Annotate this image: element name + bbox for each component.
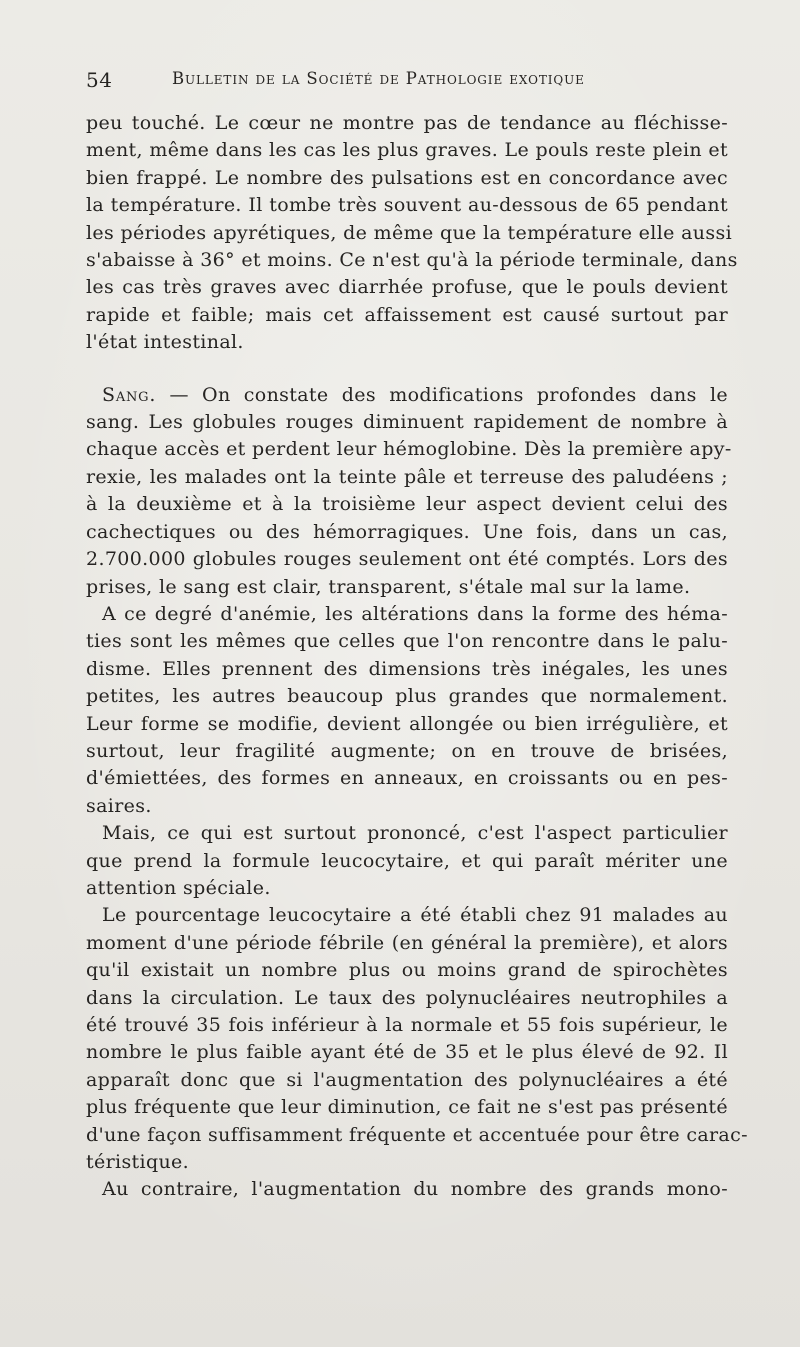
text-line bbox=[86, 382, 728, 409]
text-line: peu touché. Le cœur ne montre pas de tendance au fléchisse- bbox=[86, 112, 728, 134]
text-line: chaque accès et perdent leur hémoglobine. Dès la première apy- bbox=[86, 438, 732, 461]
text-line: attention spéciale. bbox=[86, 876, 271, 899]
text-line: bien frappé. Le nombre des pulsations est en concordance avec bbox=[86, 166, 728, 189]
text-line: rapide et faible; mais cet affaissement est causé surtout par bbox=[86, 303, 728, 326]
text-line: 2.700.000 globules rouges seulement ont été comptés. Lors des bbox=[86, 548, 728, 571]
paragraph-formule-leucocytaire bbox=[86, 820, 728, 902]
text-line: petites, les autres beaucoup plus grandes que normalement. bbox=[86, 685, 728, 708]
text-line: moment d'une période fébrile (en général la première), et alors bbox=[86, 931, 728, 954]
text-line: dans la circulation. Le taux des polynucléaires neutrophiles a bbox=[86, 986, 728, 1009]
text-line: Au contraire, l'augmentation du nombre des grands mono- bbox=[102, 1178, 728, 1201]
text-line: apparaît donc que si l'augmentation des polynucléaires a été bbox=[86, 1068, 728, 1091]
text-line: les périodes apyrétiques, de même que la température elle aussi bbox=[86, 221, 733, 244]
paragraph-hematies bbox=[86, 601, 728, 820]
text-line: d'émiettées, des formes en anneaux, en croissants ou en pes- bbox=[86, 767, 728, 790]
text-line: téristique. bbox=[86, 1151, 190, 1174]
text-line: disme. Elles prennent des dimensions très inégales, les unes bbox=[86, 657, 728, 680]
text-line: surtout, leur fragilité augmente; on en trouve de brisées, bbox=[86, 739, 728, 762]
text-line: Leur forme se modifie, devient allongée ou bien irrégulière, et bbox=[86, 712, 728, 735]
section-gap bbox=[86, 357, 728, 382]
text-line: Le pourcentage leucocytaire a été établi chez 91 malades au bbox=[102, 904, 728, 927]
text-line: prises, le sang est clair, transparent, s'étale mal sur la lame. bbox=[86, 575, 691, 598]
text-line: ment, même dans les cas les plus graves. Le pouls reste plein et bbox=[86, 139, 728, 162]
text-line: Mais, ce qui est surtout prononcé, c'est l'aspect particulier bbox=[102, 822, 728, 845]
running-title: Bulletin de la Société de Pathologie exotique bbox=[172, 69, 585, 88]
text-line: l'état intestinal. bbox=[86, 331, 244, 354]
text-line: été trouvé 35 fois inférieur à la normale et 55 fois supérieur, le bbox=[86, 1014, 728, 1036]
section-heading-sang: Sang. bbox=[102, 383, 157, 406]
paragraph-heart-pulse bbox=[86, 110, 738, 357]
body-text bbox=[86, 110, 748, 1204]
text-line: que prend la formule leucocytaire, et qui paraît mériter une bbox=[86, 849, 728, 872]
text-line: d'une façon suffisamment fréquente et accentuée pour être carac- bbox=[86, 1123, 748, 1146]
text-line: s'abaisse à 36° et moins. Ce n'est qu'à la période terminale, dans bbox=[86, 249, 738, 272]
text-line-fragment: — On constate des modifications profondes dans le bbox=[156, 383, 728, 406]
text-line: la température. Il tombe très souvent au-dessous de 65 pendant bbox=[86, 194, 728, 217]
paragraph-sang bbox=[86, 382, 732, 601]
text-line: les cas très graves avec diarrhée profuse, que le pouls devient bbox=[86, 276, 728, 299]
text-line: plus fréquente que leur diminution, ce fait ne s'est pas présenté bbox=[86, 1096, 728, 1119]
text-line: cachectiques ou des hémorragiques. Une fois, dans un cas, bbox=[86, 520, 728, 543]
page-header bbox=[86, 68, 646, 96]
text-line: qu'il existait un nombre plus ou moins grand de spirochètes bbox=[86, 959, 728, 982]
text-line: à la deuxième et à la troisième leur aspect devient celui des bbox=[86, 493, 728, 516]
text-line: nombre le plus faible ayant été de 35 et le plus élevé de 92. Il bbox=[86, 1041, 728, 1064]
text-line: A ce degré d'anémie, les altérations dans la forme des héma- bbox=[102, 602, 728, 625]
page-number: 54 bbox=[86, 68, 113, 92]
paragraph-pourcentage bbox=[86, 902, 748, 1176]
paragraph-au-contraire bbox=[86, 1176, 728, 1203]
text-line: saires. bbox=[86, 794, 152, 817]
text-line: sang. Les globules rouges diminuent rapidement de nombre à bbox=[86, 411, 728, 434]
text-line: ties sont les mêmes que celles que l'on rencontre dans le palu- bbox=[86, 630, 728, 653]
text-line: rexie, les malades ont la teinte pâle et terreuse des paludéens ; bbox=[86, 465, 728, 488]
